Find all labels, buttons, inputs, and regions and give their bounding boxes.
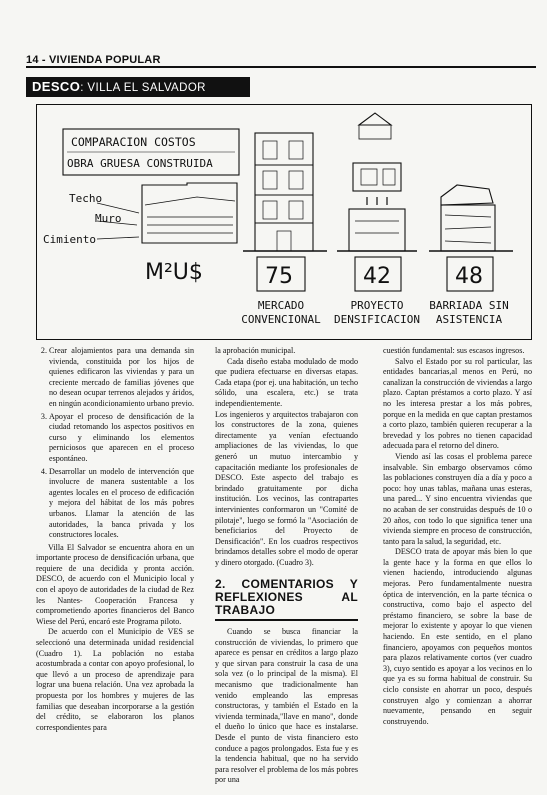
- text-column-1: [36, 346, 194, 733]
- banner-place: : VILLA EL SALVADOR: [80, 82, 206, 94]
- value-1: 75: [265, 264, 293, 289]
- list-item: 2. Crear alojamientos para una demanda sin vivienda, constituida por los hijos de quienes edificaron las viviendas y para un creciente mercado de familias jóvenes que no desean ocupar terrenos alejados y áridos, en ningún acondicionamiento urbano previo.: [49, 346, 194, 410]
- paragraph: Cuando se busca financiar la construcción de viviendas, lo primero que aparece es pensar en créditos a largo plazo y que sirvan para construir la casa de una sola vez (o lo principal de la misma). El mecanismo que tradicionalmente han venido empleando las empresas constructoras, y también el Estado en la vivienda terminada,"llave en mano", donde el dueño lo único que hace es instalarse. Desde el punto de vista financiero esto conduce a pagos prolongados. Esta fue y es la tendencia habitual, que no ha servido para resolver el problema de los más pobres por una: [215, 626, 358, 785]
- caption-2-line1: PROYECTO: [350, 299, 404, 312]
- shack-roof: [441, 185, 493, 205]
- heading-rule: [215, 619, 358, 621]
- paragraph: De acuerdo con el Municipio de VES se seleccionó una determinada unidad residencial (Cuadro 1). La población no estaba acostumbrada a contar con apoyo profesional, lo que llevó a un proceso de aprendizaje para lograr una buena relación. Una vez aprobada la propuesta por los hombres y mujeres de las familias que deseaban incorporarse a la gestión del crédito, se elaboraron los planos correspondientes para: [36, 627, 194, 732]
- paragraph: Salvo el Estado por su rol particular, las entidades bancarias,al menos en Perú, no canalizan la construcción de viviendas a largo plazo. Captan préstamos a corto plazo. Y así no les interesa prestar a los más pobres, porque en la medida en que captan prestamos a corto plazo, también quieren recuperar a la brevedad y los pobres no tienen capacidad adecuada para el retorno del dinero.: [383, 356, 532, 451]
- paragraph: Viendo así las cosas el problema parece insalvable. Sin embargo observamos cómo las poblaciones construyen día a día y poco a poco: hoy unas tablas, mañana unas esteras, una pared... Y sino encuentra viviendas que no acaban de ser construidas después de 10 o 20 años, con todo lo que significa tener una vivienda siempre en proceso de construcción, tanto para la salud, la seguridad, etc.: [383, 451, 532, 546]
- building-conventional: [255, 133, 313, 251]
- cost-comparison-figure: [36, 104, 532, 340]
- sketch-house-left: [142, 183, 237, 243]
- value-2: 42: [363, 264, 391, 289]
- roof-sketch: [359, 113, 391, 125]
- caption-1-line1: MERCADO: [257, 299, 305, 312]
- section-banner: [26, 77, 250, 97]
- caption-2-line2: DENSIFICACION: [333, 313, 421, 326]
- caption-3-line1: BARRIADA SIN: [429, 299, 509, 312]
- caption-3-line2: ASISTENCIA: [435, 313, 503, 326]
- paragraph: DESCO trata de apoyar más bien lo que la gente hace y la forma en que ellos lo vienen haciendo, introduciendo algunas mejoras. Pero fundamentalmente nuestra óptica de intervención, en la parte técnica o constructiva, como bajo el aspecto del préstamo financiero, se sobre la base de mejorar lo existente y apoyar lo que vienen haciendo. En este sentido, en el plano financiero, apoyamos con pequeños montos para plazos relativamente cortos (ver cuadro 3), cuyo sentido es apoyar a los vecinos en lo que ya es su forma habitual de construir. Su ciclo consiste en ahorrar un poco, después construyen algo y comienzan a ahorrar nuevamente, pensando en seguir construyendo.: [383, 547, 532, 726]
- paragraph: Cada diseño estaba modulado de modo que pudiera efectuarse en diversas etapas. Cada etapa (por ej. una habitación, un techo sólido, una escalera, etc.) se trata independientemente.: [215, 356, 358, 408]
- paragraph: Villa El Salvador se encuentra ahora en un importante proceso de densificación urbana, que requiere de una decidida y pronta acción. DESCO, de acuerdo con el Municipio local y con el apoyo de autoridades de la ciudad de Rez les Nantes- Cooperación Francesa y comprometiendo aportes financieros del Banco Wiese del Perú, encaró este Programa piloto.: [36, 542, 194, 626]
- label-muro: Muro: [95, 212, 122, 225]
- figure-title-line1: COMPARACION COSTOS: [71, 135, 196, 149]
- header-rule: [26, 66, 536, 68]
- label-cimiento: Cimiento: [43, 233, 96, 246]
- building-densification-base: [349, 209, 405, 251]
- caption-1-line2: CONVENCIONAL: [241, 313, 321, 326]
- text-column-2: [215, 346, 358, 786]
- section-heading: 2. COMENTARIOS Y REFLEXIONES AL TRABAJO: [215, 577, 358, 618]
- paragraph: la aprobación municipal.: [215, 346, 296, 355]
- list-item: 4. Desarrollar un modelo de intervención que involucre de manera sustentable a los agentes locales en el proceso de edificación y mejora del hábitat de los más pobres urbanos. Llamar la atención de las autoridades, la banca privada y los constructores locales.: [49, 467, 194, 541]
- list-item: 3. Apoyar el proceso de densificación de la ciudad retomando los aspectos positivos en curso y eliminando los elementos perniciosos que aparecen en el proceso espontáneo.: [49, 412, 194, 465]
- value-3: 48: [455, 264, 483, 289]
- section-heading-block: [215, 578, 358, 621]
- paragraph: cuestión fundamental: sus escasos ingresos.: [383, 346, 525, 355]
- unit-label: M²U$: [145, 260, 203, 285]
- figure-drawing: [37, 105, 533, 341]
- page-header: 14 - VIVIENDA POPULAR: [26, 54, 161, 66]
- figure-title-line2: OBRA GRUESA CONSTRUIDA: [67, 157, 213, 170]
- label-techo: Techo: [69, 192, 103, 205]
- objectives-list: [36, 346, 194, 541]
- paragraph: Los ingenieros y arquitectos trabajaron con los constructores de la zona, quienes directamente ya venían efectuando ampliaciones de las viviendas, lo que generó un mutuo intercambio y capacitación mediante los profesionales de DESCO. Este aspecto del trabajo es brindado gratuitamente por dicha institución. Los vecinos, las contrapartes intervinientes conformaron un "Comité de pilotaje", luego se formó la "Asociación de beneficiarios del Proyecto de Densificación". En los cuadros respectivos brindamos detalles sobre el modo de operar y dinero otorgado. (Cuadro 3).: [215, 409, 358, 567]
- banner-brand: DESCO: [32, 79, 81, 94]
- text-column-3: [383, 346, 532, 727]
